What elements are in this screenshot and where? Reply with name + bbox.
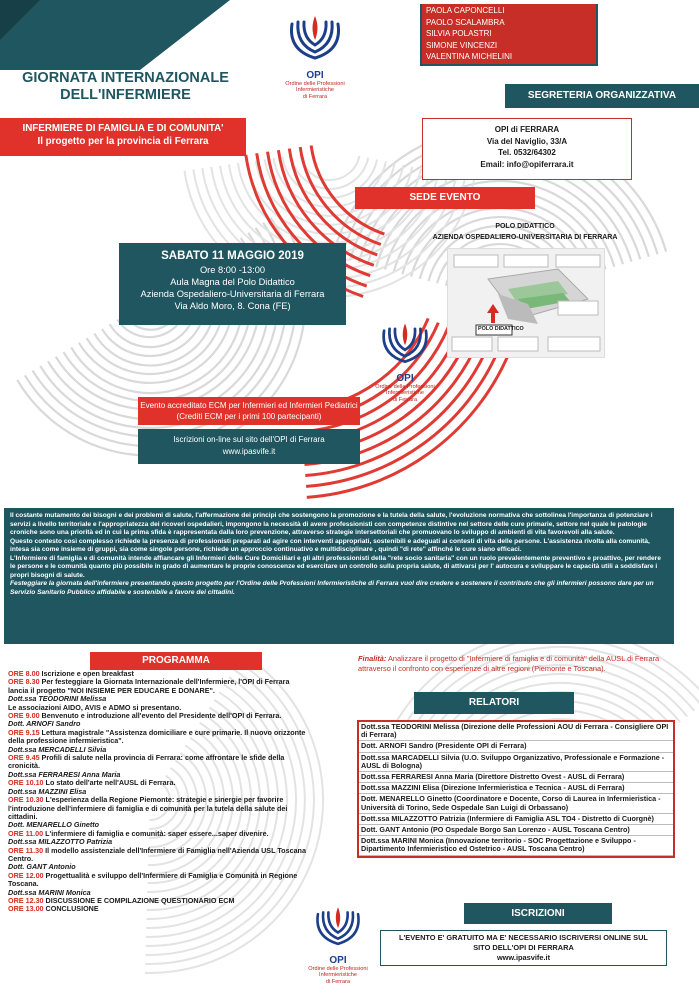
programma-header [90,652,262,670]
map-label: POLO DIDATTICO [478,326,524,332]
programma-text: L'infermiere di famiglia e comunità: saper essere...saper divenire. [43,828,269,838]
iscrizioni-line: SITO DELL'OPI DI FERRARA [473,943,574,952]
sede-title: SEDE EVENTO [409,192,481,203]
header-name: PAOLA CAPONCELLI [426,6,505,15]
programma-speaker: Dott. ARNOFI Sandro [8,719,81,729]
relatore-item: Dott. MENARELLO Ginetto (Coordinatore e Docente, Corso di Laurea in Infermieristica - Università di Torino, Sede Ospedale San Luigi di Orbassano) [359,794,673,813]
header-name: SIMONE VINCENZI [426,40,498,50]
online-registration-box [138,429,360,464]
segreteria-title: SEGRETERIA ORGANIZZATIVA [527,90,677,101]
logo-line: di Ferrara [302,93,328,100]
opi-emblem-icon [270,10,360,65]
iscrizioni-header [464,903,612,924]
iscrizioni-line: L'EVENTO E' GRATUITO MA E' NECESSARIO ISCRIVERSI ONLINE SUL [399,933,648,942]
programma-speaker: Dott.ssa MARINI Monica [8,887,91,897]
event-place: Aula Magna del Polo Didattico [170,277,295,287]
programma-title: PROGRAMMA [142,655,210,666]
ecm-line-1: Evento accreditato ECM per Infermieri ed Infermieri Pediatrici [140,401,358,410]
relatori-header [414,692,574,714]
programma-item [8,678,308,695]
map-title [420,221,630,243]
programma-text: Il modello assistenziale dell'Infermiere di Famiglia nell'Azienda USL Toscana Centro. [8,845,306,863]
header-name: SILVIA POLASTRI [426,29,492,38]
segreteria-line: Via del Naviglio, 33/A [486,136,568,146]
event-place: Azienda Ospedaliero-Universitaria di Ferrara [140,289,325,299]
logo-name: OPI [306,70,324,81]
programma-speaker: Dott.ssa MILAZZOTTO Patrizia [8,837,113,847]
segreteria-email: Email: info@opiferrara.it [480,159,574,169]
programma-text: DISCUSSIONE E COMPILAZIONE QUESTIONARIO ECM [43,895,235,905]
programma-text: Lettura magistrale "Assistenza domiciliare e cure primarie. Il nuovo orizzonte della professione infermieristica". [8,727,306,746]
header-names [420,4,598,66]
programma-speaker: Dott. MENARELLO Ginetto [8,820,100,830]
logo-name: OPI [396,373,414,384]
campus-map [447,248,605,358]
programma-time: ORE 9.45 [8,753,40,763]
programma-item [8,872,308,889]
programma-speaker: Dott.ssa MERCADELLI Silvia [8,744,107,754]
programma-item [8,905,308,913]
logo-line: Infermieristiche [319,972,357,979]
programma-time: ORE 11.30 [8,845,44,855]
programma-text: Iscrizione e open breakfast [39,669,134,678]
relatore-item: Dott. ARNOFI Sandro (Presidente OPI di Ferrara) [359,741,673,752]
logo-line: di Ferrara [325,978,351,985]
logo-line: Ordine delle Professioni [308,966,368,972]
header-name: VALENTINA MICHELINI [426,52,513,61]
logo-line: Infermieristiche [386,390,424,397]
intro-text [4,508,674,644]
programma-time: ORE 10.30 [8,795,44,805]
iscrizioni-box [380,930,667,966]
intro-paragraph: Questo contesto così complesso richiede la presenza di professionisti preparati ad agire con interventi appropriati, sostenibili e adeguati ai contesti di vita delle persone. L'assistenza rivolta alla comunità, intesa sia come insieme di gruppi, sia come singole persone, richiede un approccio continuativo e multidisciplinare , quindi "di rete" affinché le cure siano efficaci. [10,537,650,553]
opi-logo-bottom [293,902,383,997]
ecm-box [138,397,360,425]
programma-item [8,754,308,771]
map-title-2: AZIENDA OSPEDALIERO-UNIVERSITARIA DI FERRARA [432,234,618,241]
opi-emblem-icon [293,902,383,950]
title-line-1: GIORNATA INTERNAZIONALE [22,70,229,86]
relatori-title: RELATORI [468,697,520,708]
opi-logo-top [270,10,360,105]
logo-name: OPI [329,955,347,966]
programma-item [8,796,308,821]
programma-time: ORE 8.00 [8,669,40,678]
programma-text: Lo stato dell'arte nell'AUSL di Ferrara. [43,778,176,788]
programma-item [8,847,308,864]
event-date: SABATO 11 MAGGIO 2019 [161,250,304,262]
programma-text: L'esperienza della Regione Piemonte: strategie e sinergie per favorire l'introduzione dell'infermiere di famiglia e di comunità per la tutela della salute dei cittadini. [8,795,288,821]
programma-time: ORE 12.30 [8,895,44,905]
logo-line: Infermieristiche [296,87,334,94]
programma-speaker: Dott. GANT Antonio [8,862,76,872]
programma-time: ORE 9.00 [8,711,40,721]
online-registration-line: Iscrizioni on-line sul sito dell'OPI di Ferrara [173,435,325,444]
iscrizioni-link[interactable]: www.ipasvife.it [496,953,551,962]
subtitle-box [0,118,246,156]
segreteria-header [505,84,699,108]
page-title [8,70,243,104]
online-registration-link[interactable]: www.ipasvife.it [222,447,276,456]
subtitle-line-1: INFERMIERE DI FAMIGLIA E DI COMUNITA' [22,123,224,134]
iscrizioni-title: ISCRIZIONI [511,908,565,919]
programma-text: Le associazioni AIDO, AVIS e ADMO si presentano. [8,702,182,712]
programma-speaker: Dott.ssa MAZZINI Elisa [8,786,87,796]
opi-logo-mid [360,318,450,413]
relatore-item: Dott.ssa MAZZINI Elisa (Direzione Infermieristica e Tecnica - AUSL di Ferrara) [359,783,673,794]
relatori-list [357,720,675,858]
event-address: Via Aldo Moro, 8. Cona (FE) [174,301,291,311]
relatore-item: Dott.ssa MARCADELLI Silvia (U.O. Sviluppo Organizzativo, Professionale e Formazione - AUSL di Bologna) [359,753,673,772]
programma-list [8,670,308,914]
relatore-item: Dott.ssa MARINI Monica (Innovazione territorio - SOC Progettazione e Sviluppo - Dipartimento Infermieristico ed Ostetrico - AUSL Toscana Centro) [359,836,673,855]
programma-item [8,729,308,746]
programma-speaker: Dott.ssa FERRARESI Anna Maria [8,769,121,779]
programma-text: CONCLUSIONE [43,904,99,914]
intro-paragraph: L'Infermiere di famiglia e di comunità intende affiancare gli Infermieri delle Cure Domiciliari e gli altri professionisti della "rete socio sanitaria" con un ruolo prevalentemente preventivo e proattivo, per rendere le persone e le comunità quanto più possibile in grado di aumentare le proprie conoscenze ed esercitare un controllo sulla propria salute, di attivarsi per l' autocura e sviluppare le capacità utili a soddisfare i propri bisogni di salute. [10,554,661,579]
programma-time: ORE 11.00 [8,828,44,838]
subtitle-line-2: Il progetto per la provincia di Ferrara [37,136,209,147]
programma-time: ORE 10.10 [8,778,44,788]
finalita-text: Analizzare il progetto di "Infermiere di famiglia e di comunità" della AUSL di Ferrara attraverso il confronto con esperienze di altre regioni (Piemonte e Toscana). [358,654,660,673]
finalita-box [358,654,674,680]
logo-line: Ordine delle Professioni [375,384,435,390]
programma-time: ORE 13.00 [8,904,44,914]
logo-line: di Ferrara [392,396,418,403]
logo-line: Ordine delle Professioni [285,81,345,87]
programma-text: Benvenuto e introduzione all'evento del Presidente dell'OPI di Ferrara. [39,711,282,721]
programma-time: ORE 8.30 [8,677,40,687]
programma-speaker: Dott.ssa TEODORINI Melissa [8,694,107,704]
title-line-2: DELL'INFERMIERE [60,87,191,103]
programma-time: ORE 9.15 [8,727,40,737]
relatore-item: Dott.ssa TEODORINI Melissa (Direzione delle Professioni AOU di Ferrara - Consigliere OPI di Ferrara) [359,722,673,741]
finalita-label: Finalità: [358,654,387,663]
programma-text: Profili di salute nella provincia di Ferrara: come affrontare le sfide della cronicità. [8,753,285,771]
relatore-item: Dott.ssa FERRARESI Anna Maria (Direttore Distretto Ovest - AUSL di Ferrara) [359,772,673,783]
relatore-item: Dott. GANT Antonio (PO Ospedale Borgo San Lorenzo - AUSL Toscana Centro) [359,825,673,836]
programma-text: Progettualità e sviluppo dell'Infermiere di Famiglia e Comunità in Regione Toscana. [8,870,298,889]
segreteria-line: OPI di FERRARA [494,125,560,134]
sede-header [355,187,535,209]
header-name: PAOLO SCALAMBRA [426,17,505,27]
event-box [119,243,346,325]
intro-paragraph: Il costante mutamento dei bisogni e dei problemi di salute, l'affermazione dei principi che sostengono la promozione e la tutela della salute, l'evoluzione normativa che sottolinea l'importanza di potenziare i servizi a livello territoriale e l'appropriatezza dei ricoveri ospedalieri, impongono la necessità di avere professionisti con competenze distintive nel settore delle cure primarie, settore nel quale le patologie croniche sono una priorità ed in cui la prima sfida è rappresentata dalla loro prevenzione, attraverso strategie intersettoriali che promuovano lo sviluppo di ambienti di vita favorevoli alla salute. [10,512,653,536]
event-time: Ore 8:00 -13:00 [199,265,266,275]
intro-paragraph: Festeggiare la giornata dell'infermiere presentando questo progetto per l'Ordine delle Professioni Infermieristiche di Ferrara vuol dire credere e sostenere il contributo che gli infermieri possono dare per un Servizio Sanitario Pubblico affidabile e sostenibile a favore dei cittadini. [10,580,654,596]
segreteria-line: Tel. 0532/64302 [498,148,556,157]
programma-time: ORE 12.00 [8,870,44,880]
opi-emblem-icon [360,318,450,368]
ecm-line-2: (Crediti ECM per i primi 100 partecipanti) [176,412,322,421]
map-title-1: POLO DIDATTICO [495,223,555,230]
teal-corner [0,0,230,70]
relatore-item: Dott.ssa MILAZZOTTO Patrizia (Infermiere di Famiglia ASL TO4 - Distretto di Cuorgnè) [359,814,673,825]
programma-text: Per festeggiare la Giornata Internazionale dell'Infermiere, l'OPI di Ferrara lancia il progetto "NOI INSIEME PER EDUCARE E DONARE". [8,677,290,695]
segreteria-box [422,118,632,180]
